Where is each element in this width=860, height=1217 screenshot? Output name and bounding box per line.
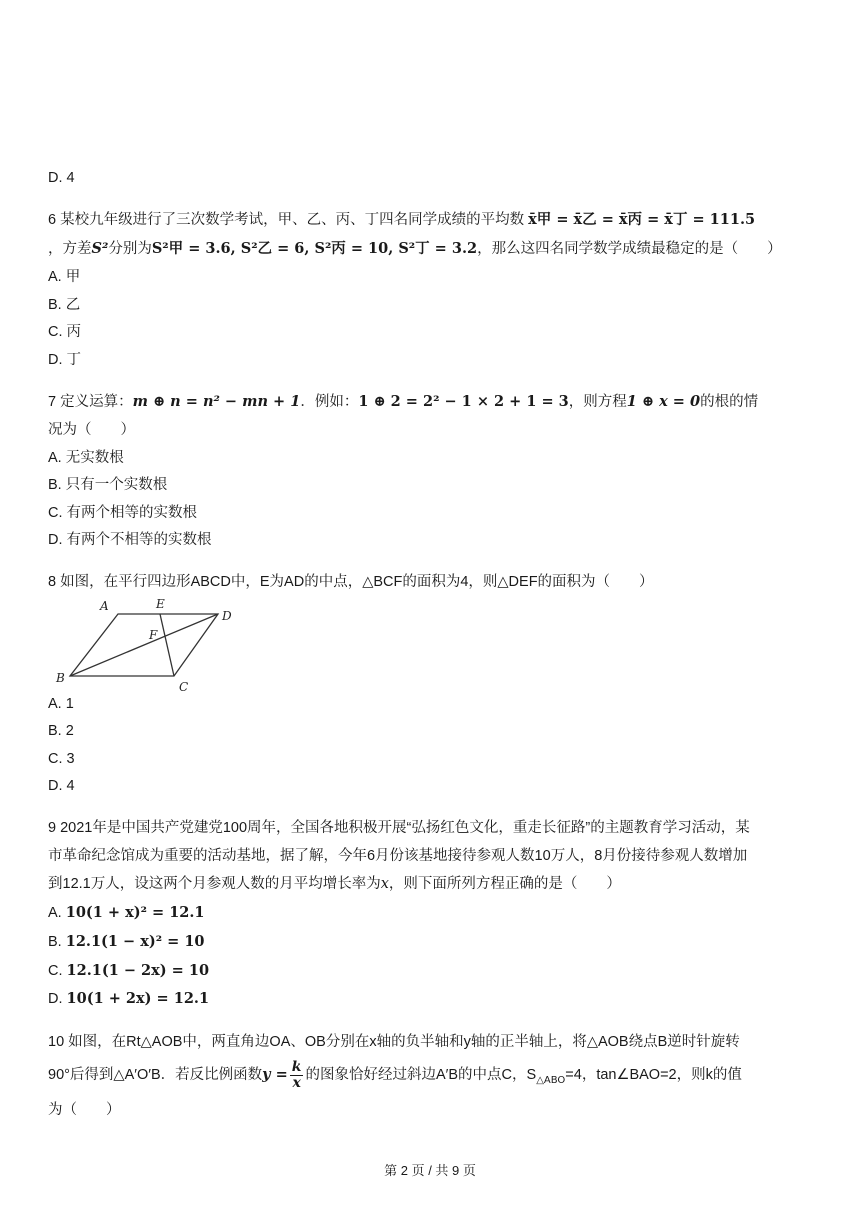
- q6-option-c: C. 丙: [48, 324, 82, 340]
- q9-stem-line2: 市革命纪念馆成为重要的活动基地，据了解，今年6月份该基地接待参观人数10万人，8月份接待参观人数增加: [48, 848, 748, 864]
- q10-stem-line2: [48, 1058, 742, 1098]
- q9-option-b-label: B.: [48, 934, 66, 950]
- q8-option-a: A. 1: [48, 696, 74, 712]
- q6-variance-formula: S²甲 = 3.6, S²乙 = 6, S²丙 = 10, S²丁 = 3.2: [151, 240, 478, 257]
- q9-stem-text2: ，则下面所列方程正确的是（ ）: [388, 876, 621, 892]
- label-b: B: [56, 671, 65, 685]
- q9-option-a: [48, 903, 205, 923]
- label-e: E: [156, 597, 165, 611]
- q7-option-a: A. 无实数根: [48, 450, 124, 466]
- q6-option-a: A. 甲: [48, 269, 81, 285]
- q9-option-c-formula: 12.1(1 − 2x) = 10: [66, 962, 210, 979]
- q8-option-d: D. 4: [48, 778, 75, 794]
- q9-option-a-label: A.: [48, 905, 66, 921]
- q10-stem-line1: 10 如图，在Rt△AOB中，两直角边OA、OB分别在x轴的负半轴和y轴的正半轴上，将△AOB绕点B逆时针旋转: [48, 1034, 740, 1050]
- q6-stem-line2: [48, 239, 782, 259]
- q9-option-d-formula: 10(1 + 2x) = 12.1: [66, 990, 210, 1007]
- q7-equation-formula: 1 ⊕ x = 0: [626, 393, 701, 410]
- q7-stem-text2: ．例如：: [300, 394, 359, 410]
- segment-ec: [160, 614, 174, 676]
- page-footer: 第 2 页 / 共 9 页: [384, 1163, 476, 1178]
- q9-option-b: [48, 932, 205, 952]
- q6-variance-symbol: S²: [91, 240, 109, 257]
- q6-stem-line1: [48, 210, 755, 230]
- q7-stem-text4: 的根的情: [700, 394, 759, 410]
- q10-stem-line3: 为（ ）: [48, 1102, 121, 1118]
- label-d: D: [222, 609, 232, 623]
- q7-example-formula: 1 ⊕ 2 = 2² − 1 × 2 + 1 = 3: [358, 393, 569, 410]
- q7-definition-formula: m ⊕ n = n² − mn + 1: [132, 393, 301, 410]
- q10-fraction-denominator: x: [292, 1074, 301, 1091]
- q6-option-b: B. 乙: [48, 297, 81, 313]
- q5-option-d: D. 4: [48, 170, 75, 186]
- q8-stem: 8 如图，在平行四边形ABCD中，E为AD的中点，△BCF的面积为4，则△DEF的面积为（ ）: [48, 574, 654, 590]
- parallelogram-figure: [46, 594, 246, 698]
- q7-stem-text: 7 定义运算：: [48, 394, 133, 410]
- q10-function-fraction: [290, 1060, 304, 1091]
- q9-variable: x: [380, 876, 389, 892]
- label-a: A: [100, 599, 109, 613]
- q9-stem-line3: [48, 874, 621, 894]
- q6-stem-text2: ，方差: [48, 241, 92, 257]
- q7-option-d: D. 有两个不相等的实数根: [48, 532, 212, 548]
- q9-option-b-formula: 12.1(1 − x)² = 10: [65, 933, 205, 950]
- label-f: F: [149, 628, 158, 642]
- q10-fraction-numerator: k: [291, 1058, 302, 1075]
- q8-option-c: C. 3: [48, 751, 75, 767]
- q8-option-b: B. 2: [48, 723, 74, 739]
- q6-stem-text4: ，那么这四名同学数学成绩最稳定的是（ ）: [477, 241, 782, 257]
- q7-stem-line2: 况为（ ）: [48, 422, 135, 438]
- q6-stem-text3: 分别为: [108, 241, 152, 257]
- q7-stem-line1: [48, 392, 758, 412]
- label-c: C: [179, 680, 189, 694]
- q10-stem-text: 90°后得到△A′O′B．若反比例函数: [48, 1067, 263, 1083]
- q6-mean-formula: x̄甲 = x̄乙 = x̄丙 = x̄丁 = 111.5: [528, 211, 756, 228]
- q6-stem-text: 6 某校九年级进行了三次数学考试，甲、乙、丙、丁四名同学成绩的平均数: [48, 212, 529, 228]
- q9-option-d: [48, 989, 209, 1009]
- q7-stem-text3: ，则方程: [568, 394, 627, 410]
- q9-stem-text: 到12.1万人，设这两个月参观人数的月平均增长率为: [48, 876, 381, 892]
- q10-area-subscript: △ABO: [536, 1074, 566, 1086]
- q7-option-c: C. 有两个相等的实数根: [48, 505, 198, 521]
- q10-function-lhs: y =: [262, 1066, 288, 1083]
- q9-option-d-label: D.: [48, 991, 67, 1007]
- q10-stem-text3: =4，tan∠BAO=2，则k的值: [565, 1067, 742, 1083]
- q9-option-a-formula: 10(1 + x)² = 12.1: [65, 904, 205, 921]
- q6-option-d: D. 丁: [48, 352, 82, 368]
- q10-stem-text2: 的图象恰好经过斜边A′B的中点C，S: [305, 1067, 537, 1083]
- q9-option-c: [48, 961, 209, 981]
- q9-stem-line1: 9 2021年是中国共产党建党100周年，全国各地积极开展“弘扬红色文化，重走长征路”的主题教育学习活动，某: [48, 820, 750, 836]
- q7-option-b: B. 只有一个实数根: [48, 477, 168, 493]
- q9-option-c-label: C.: [48, 963, 67, 979]
